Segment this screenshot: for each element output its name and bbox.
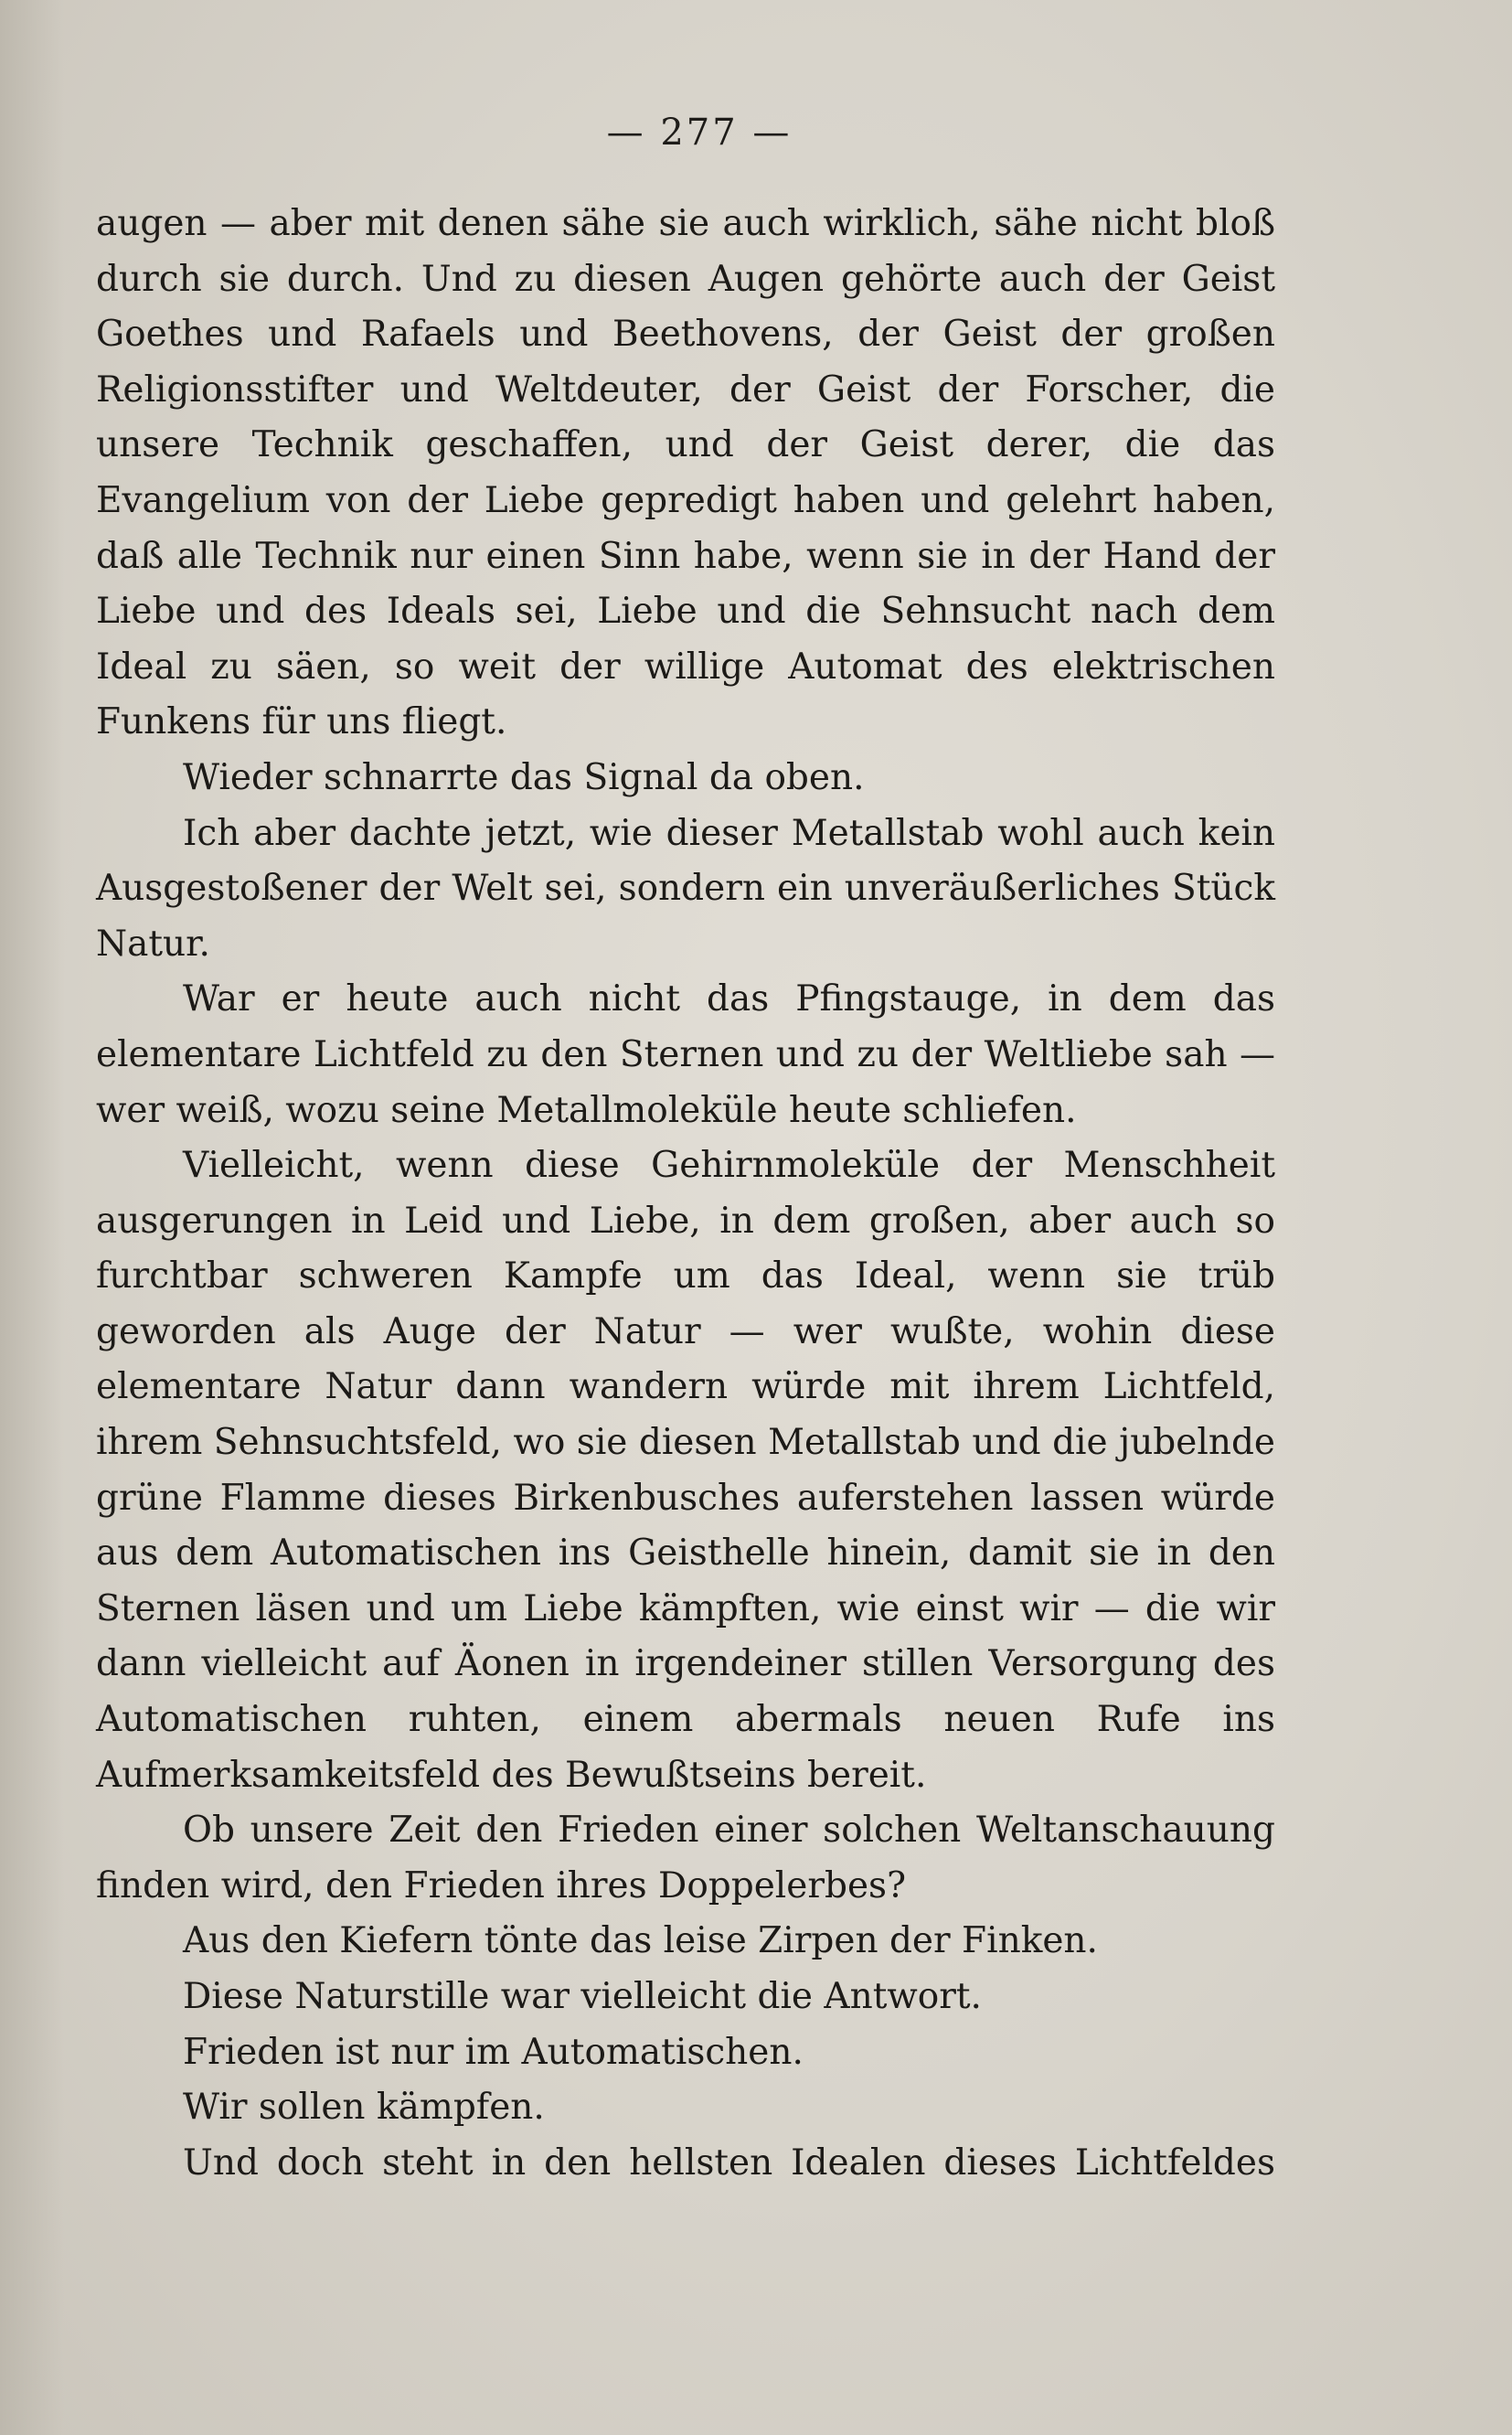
paragraph-9: Frieden ist nur im Automatischen.: [183, 2031, 804, 2073]
paragraph-1: augen — aber mit denen sähe sie auch wirklich, sähe nicht bloß durch sie durch. Und zu diesen Augen gehörte auch der Geist Goethes und Rafaels und Beethovens, der Geist der großen Religionsstifter und Weltdeuter, der Geist der Forscher, die unsere Technik geschaffen, und der Geist derer, die das Evangelium von der Liebe gepredigt haben und gelehrt haben, daß alle Technik nur einen Sinn habe, wenn sie in der Hand der Liebe und des Ideals sei, Liebe und die Sehnsucht nach dem Ideal zu säen, so weit der willige Automat des elektrischen Funkens für uns fliegt.: [96, 203, 1275, 743]
paragraph-8: Diese Naturstille war vielleicht die Antwort.: [183, 1976, 982, 2017]
paragraph-2: Wieder schnarrte das Signal da oben.: [183, 756, 865, 798]
page-number: — 277 —: [606, 112, 793, 154]
paragraph-5: Vielleicht, wenn diese Gehirnmoleküle der Menschheit ausgerungen in Leid und Liebe, in dem großen, aber auch so furchtbar schweren Kampfe um das Ideal, wenn sie trüb geworden als Auge der Natur — wer wußte, wohin diese elementare Natur dann wandern würde mit ihrem Lichtfeld, ihrem Sehnsuchtsfeld, wo sie diesen Metallstab und die jubelnde grüne Flamme dieses Birkenbusches auferstehen lassen würde aus dem Automatischen ins Geisthelle hinein, damit sie in den Sternen läsen und um Liebe kämpften, wie einst wir — die wir dann vielleicht auf Äonen in irgendeiner stillen Versorgung des Automatischen ruhten, einem abermals neuen Rufe ins Aufmerksamkeitsfeld des Bewußtseins bereit.: [96, 1145, 1275, 1796]
page-gutter-shadow: [0, 0, 64, 2435]
paragraph-4: War er heute auch nicht das Pfingstauge, in dem das elementare Lichtfeld zu den Sternen und zu der Weltliebe sah — wer weiß, wozu seine Metallmoleküle heute schliefen.: [96, 978, 1275, 1131]
paragraph-3: Ich aber dachte jetzt, wie dieser Metallstab wohl auch kein Ausgestoßener der Welt sei, sondern ein unveräußerliches Stück Natur.: [96, 812, 1275, 965]
body-text: [96, 197, 1275, 2191]
paragraph-11: Und doch steht in den hellsten Idealen dieses Lichtfeldes: [183, 2141, 1275, 2184]
paragraph-7: Aus den Kiefern tönte das leise Zirpen der Finken.: [183, 1920, 1098, 1962]
paragraph-6: Ob unsere Zeit den Frieden einer solchen Weltanschauung finden wird, den Frieden ihres Doppelerbes?: [96, 1810, 1275, 1906]
paragraph-10: Wir sollen kämpfen.: [183, 2087, 545, 2129]
